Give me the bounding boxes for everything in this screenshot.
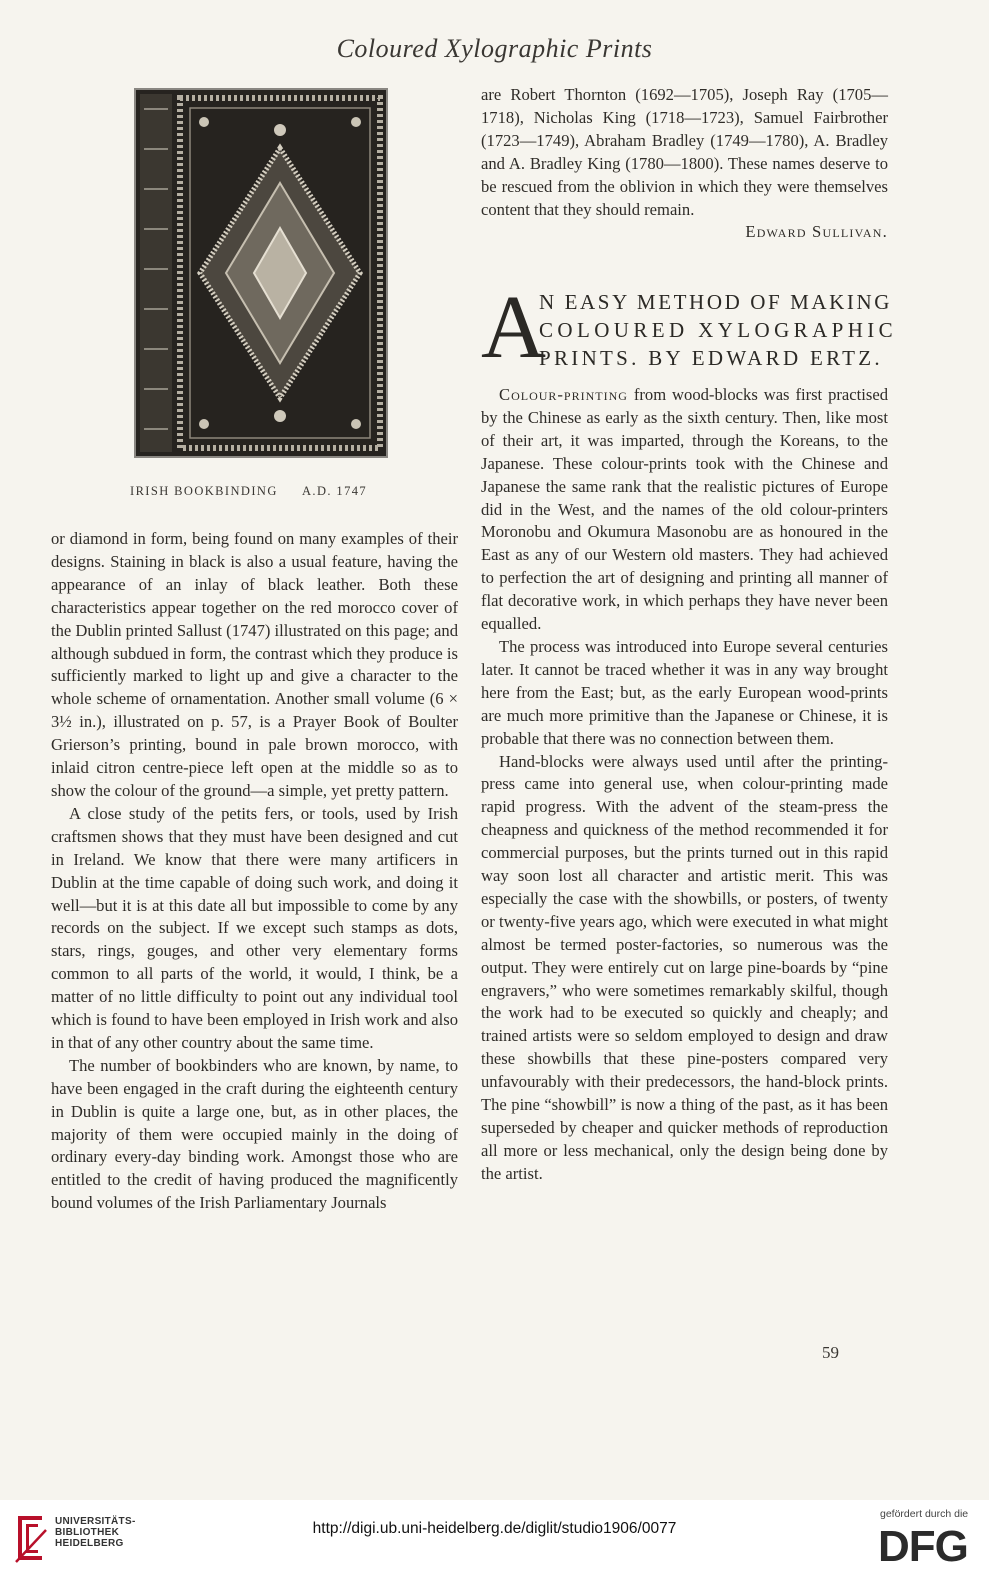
paragraph: Hand-blocks were always used until after the printing-press came into general use, when colour-printing made rapid progress. With the advent of the steam-press the cheapness and quickness of the method recommended it for commercial purposes, but the prints turned out in this rapid way soon lost all character and artistic merit. This was especially the case with the showbills, or posters, of twenty or twenty-five years ago, which were executed in what might almost be termed poster-factories, so numerous was the output. They were entirely cut on large pine-boards by “pine engravers,” who were sometimes remarkably skilful, though the work had to be executed so quickly and cheaply; and trained artists were so seldom employed to design and draw these showbills that these pine-posters compared very unfavourably with their predecessors, the hand-block prints. The pine “showbill” is now a thing of the past, as it has been superseded by cheaper and quicker methods of reproduction all more or less mechanical, only the design being done by the artist. bbox=[481, 751, 888, 1183]
paragraph-text: from wood-blocks was first practised by the Chinese as early as the sixth century. Then, like most of their art, it was imparted, through the Koreans, to the Japanese. These colour-prints took with the Chinese and Japanese the same rank that the realistic pictures of Europe did in the West, and the names of the old colour-printers Moronobu and Okumura Masonobu are as honoured in the East as any of our Western old masters. They had achieved to perfection the art of designing and printing all manner of flat decorative work, in which perhaps they have never been equalled. bbox=[481, 385, 888, 634]
bookbinding-photograph bbox=[134, 88, 388, 458]
paragraph: The process was introduced into Europe several centuries later. It cannot be traced whether it was in any way brought here from the East; but, as the early European wood-prints are much more primitive than the Japanese or Chinese, it is probable that there was no connection between them. bbox=[481, 636, 888, 748]
paragraph: The number of bookbinders who are known, by name, to have been engaged in the craft during the eighteenth century in Dublin is quite a large one, but, as in other places, the majority of them were occupied mainly in the doing of ordinary every-day binding work. Amongst those who are entitled to the credit of having produced the magnificently bound volumes of the Irish Parliamentary Journals bbox=[51, 1055, 458, 1213]
right-column-body bbox=[481, 384, 888, 1186]
figure-caption bbox=[130, 484, 390, 499]
title-line: PRINTS. BY EDWARD ERTZ. bbox=[539, 346, 883, 370]
caption-title: IRISH BOOKBINDING bbox=[130, 484, 278, 498]
source-url-link[interactable]: http://digi.ub.uni-heidelberg.de/diglit/studio1906/0077 bbox=[312, 1520, 677, 1537]
library-name: UNIVERSITÄTS- BIBLIOTHEK HEIDELBERG bbox=[55, 1516, 136, 1549]
left-column bbox=[51, 528, 458, 1215]
dfg-logo: DFG bbox=[878, 1522, 968, 1571]
footer-bar bbox=[0, 1500, 989, 1583]
funding-note: gefördert durch die bbox=[880, 1508, 969, 1520]
title-line: N EASY METHOD OF MAKING bbox=[539, 290, 893, 314]
paragraph: or diamond in form, being found on many examples of their designs. Staining in black is also a usual feature, having the appearance of an inlay of black leather. Both these characteristics appear together on the red morocco cover of the Dublin printed Sallust (1747) illustrated on this page; and although subdued in form, the contrast which they produce is sufficiently marked to light up and give a character to the whole scheme of ornamentation. Another small volume (6 × 3½ in.), illustrated on p. 57, is a Prayer Book of Boulter Grierson’s printing, bound in pale brown morocco, with inlaid citron centre-piece left open at the middle so as to show the colour of the ground—a simple, yet pretty pattern. bbox=[51, 529, 458, 800]
caption-date: A.D. 1747 bbox=[302, 484, 368, 498]
article-title bbox=[481, 278, 898, 377]
paragraph: A close study of the petits fers, or tools, used by Irish craftsmen shows that they must have been designed and cut in Ireland. We know that there were many artificers in Dublin at the time capable of doing such work, and doing it well—but it is at this date all but impossible to come by any records on the subject. If we except such stamps as dots, stars, rings, gouges, and other very elementary forms common to all parts of the world, it would, I think, be a matter of no little difficulty to point out any individual tool which is found to have been employed in Irish work and also in that of any other country about the same time. bbox=[51, 803, 458, 1052]
right-column-top bbox=[481, 84, 888, 244]
author-signature: Edward Sullivan. bbox=[745, 222, 888, 242]
page-number: 59 bbox=[822, 1343, 839, 1362]
paragraph: are Robert Thornton (1692—1705), Joseph Ray (1705—1718), Nicholas King (1718—1723), Samuel Fairbrother (1723—1749), Abraham Bradley (1749—1780), A. Bradley and A. Bradley King (1780—1800). These names deserve to be rescued from the oblivion in which they were themselves content that they should remain. bbox=[481, 85, 888, 219]
drop-cap: A bbox=[481, 278, 546, 377]
title-line: COLOURED XYLOGRAPHIC bbox=[539, 318, 898, 342]
lead-smallcaps: Colour-printing bbox=[499, 385, 628, 404]
running-head: Coloured Xylographic Prints bbox=[336, 34, 653, 63]
